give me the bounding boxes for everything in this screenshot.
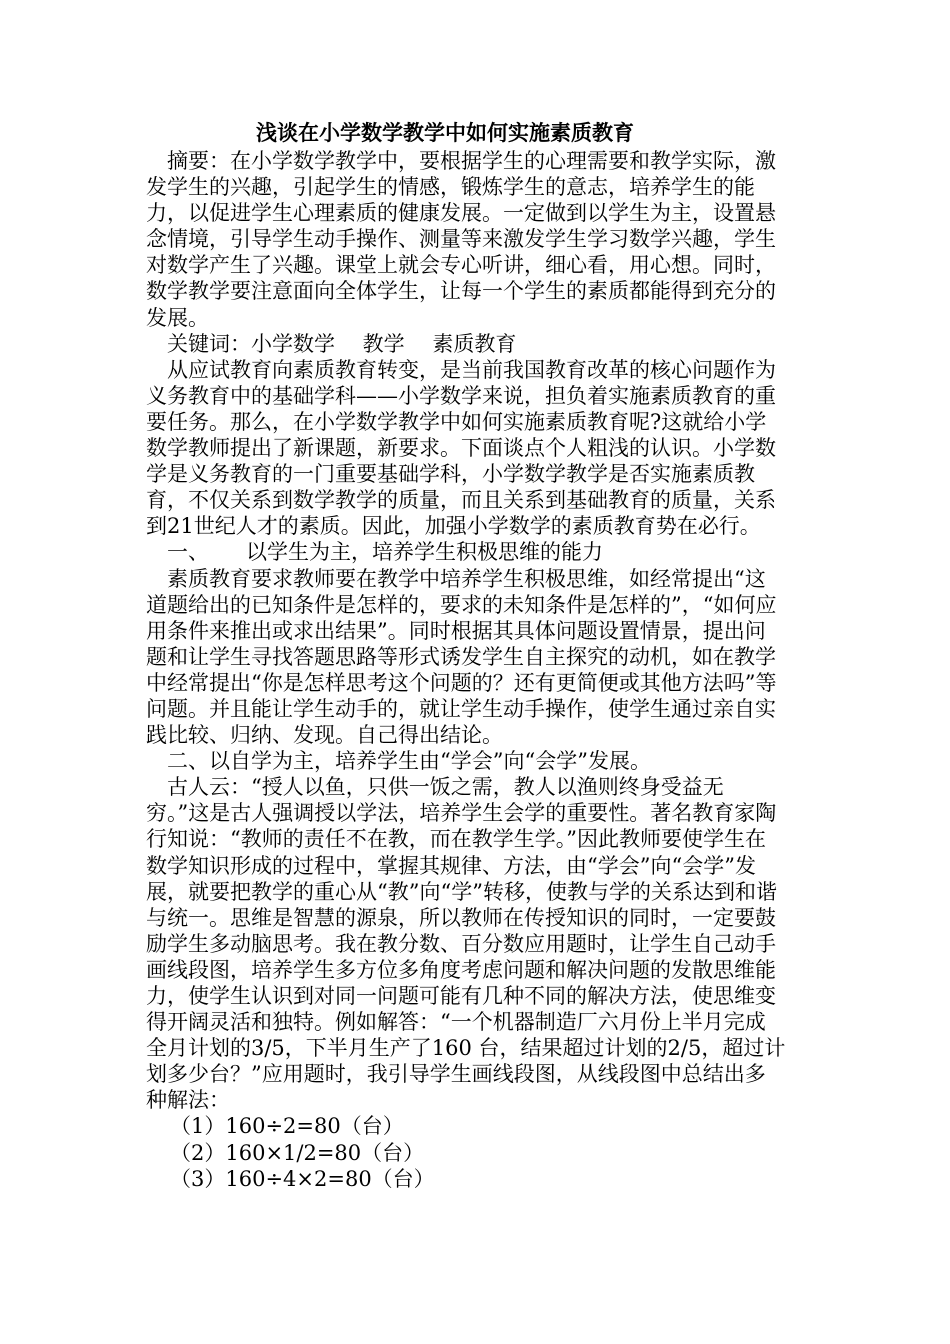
document-title: 浅谈在小学数学教学中如何实施素质教育 (256, 120, 634, 145)
formula-line: （2）160×1/2=80（台） (170, 1140, 425, 1165)
document-page (146, 118, 786, 1192)
section-1-body: 素质教育要求教师要在教学中培养学生积极思维，如经常提出“这道题给出的已知条件是怎样的，要求的未知条件是怎样的”，“如何应用条件来推出或求出结果”。同时根据其具体问题设置情景，提出问题和让学生寻找答题思路等形式诱发学生自主探究的动机，如在教学中经常提出“你是怎样思考这个问题的？还有更简便或其他方法吗”等问题。并且能让学生动手的，就让学生动手操作，使学生通过亲自实践比较、归纳、发现。自己得出结论。 (146, 566, 777, 748)
section-1-heading (146, 539, 786, 565)
section-2-heading: 二、以自学为主，培养学生由“学会”向“会学”发展。 (167, 749, 651, 774)
abstract-paragraph: 摘要：在小学数学教学中，要根据学生的心理需要和教学实际，激发学生的兴趣，引起学生的情感，锻炼学生的意志，培养学生的能力，以促进学生心理素质的健康发展。一定做到以学生为主，设置悬念情境，引导学生动手操作、测量等来激发学生学习数学兴趣，学生对数学产生了兴趣。课堂上就会专心听讲，细心看，用心想。同时，数学教学要注意面向全体学生，让每一个学生的素质都能得到充分的发展。 (146, 149, 776, 330)
formula-line: （3）160÷4×2=80（台） (170, 1166, 435, 1191)
keywords-line: 关键词：小学数学 教学 素质教育 (167, 331, 517, 356)
formula-line: （1）160÷2=80（台） (170, 1114, 404, 1139)
section-2-body: 古人云：“授人以鱼，只供一饭之需，教人以渔则终身受益无穷。”这是古人强调授以学法，培养学生会学的重要性。著名教育家陶行知说：“教师的责任不在教，而在教学生学。”因此教师要使学生在数学知识形成的过程中，掌握其规律、方法，由“学会”向“会学”发展，就要把教学的重心从“教”向“学”转移，使教与学的关系达到和谐与统一。思维是智慧的源泉，所以教师在传授知识的同时，一定要鼓励学生多动脑思考。我在教分数、百分数应用题时，让学生自己动手画线段图，培养学生多方位多角度考虑问题和解决问题的发散思维能力，使学生认识到对同一问题可能有几种不同的解决方法，使思维变得开阔灵活和独特。例如解答：“一个机器制造厂六月份上半月完成全月计划的3/5，下半月生产了160 台，结果超过计划的2/5，超过计划多少台？”应用题时，我引导学生画线段图，从线段图中总结出多种解法： (146, 775, 786, 1113)
section-1-number: 一、 (167, 540, 209, 565)
intro-paragraph: 从应试教育向素质教育转变，是当前我国教育改革的核心问题作为义务教育中的基础学科——小学数学来说，担负着实施素质教育的重要任务。那么，在小学数学教学中如何实施素质教育呢?这就给小学数学教师提出了新课题，新要求。下面谈点个人粗浅的认识。小学数学是义务教育的一门重要基础学科，小学数学教学是否实施素质教育，不仅关系到数学教学的质量，而且关系到基础教育的质量，关系到21世纪人才的素质。因此，加强小学数学的素质教育势在必行。 (146, 357, 776, 539)
section-1-heading-text: 以学生为主，培养学生积极思维的能力 (246, 540, 603, 565)
